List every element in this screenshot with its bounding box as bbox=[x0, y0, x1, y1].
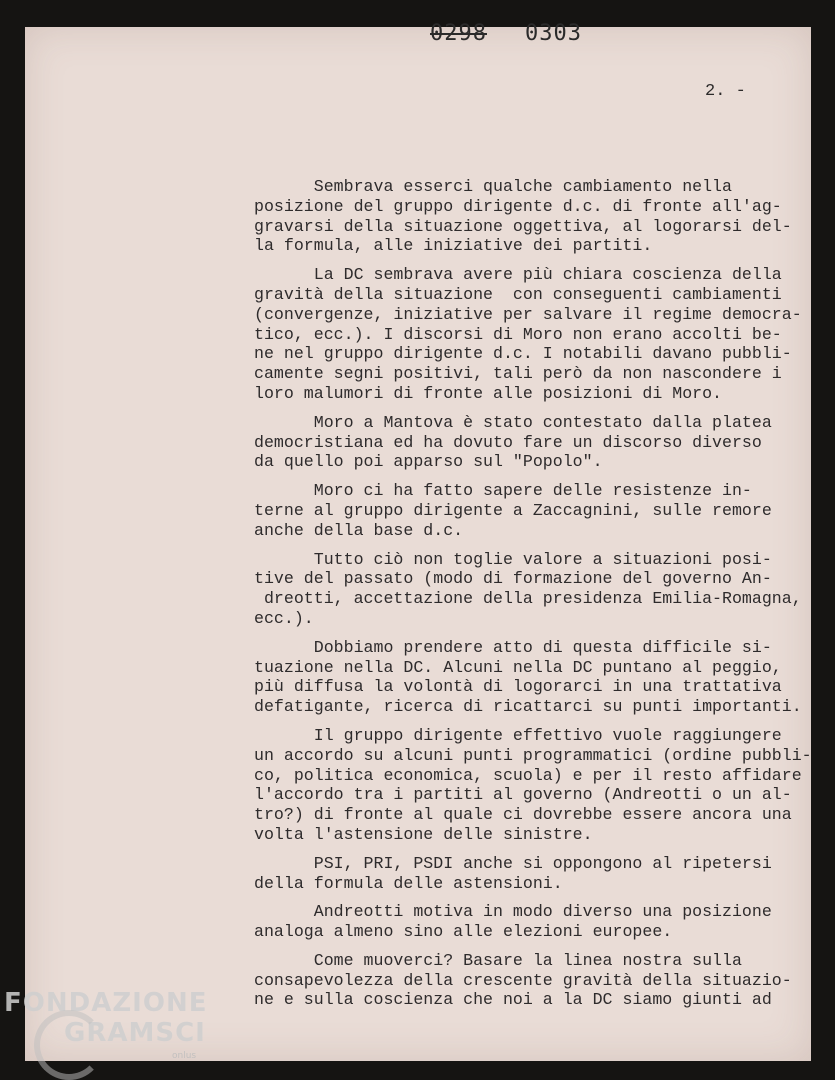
text-line: consapevolezza della crescente gravità della situazio- bbox=[254, 970, 792, 990]
paragraph bbox=[254, 902, 814, 942]
text-line: Come muoverci? Basare la linea nostra sulla bbox=[254, 950, 742, 970]
text-line: Dobbiamo prendere atto di questa difficile si- bbox=[254, 637, 772, 657]
text-line: volta l'astensione delle sinistre. bbox=[254, 824, 593, 844]
text-line: ne nel gruppo dirigente d.c. I notabili davano pubbli- bbox=[254, 344, 792, 364]
watermark-line3: onlus bbox=[172, 1051, 197, 1061]
text-line: tro?) di fronte al quale ci dovrebbe essere ancora una bbox=[254, 805, 792, 825]
archive-number-old: 0298 bbox=[430, 21, 487, 46]
paragraph bbox=[254, 638, 814, 717]
paragraph bbox=[254, 726, 814, 845]
text-line: Tutto ciò non toglie valore a situazioni posi- bbox=[254, 549, 772, 569]
text-line: Moro ci ha fatto sapere delle resistenze in- bbox=[254, 481, 752, 501]
text-line: Il gruppo dirigente effettivo vuole raggiungere bbox=[254, 725, 782, 745]
text-line: terne al gruppo dirigente a Zaccagnini, sulle remore bbox=[254, 500, 772, 520]
text-line: la formula, alle iniziative dei partiti. bbox=[254, 236, 653, 256]
page-number: 2. - bbox=[705, 82, 746, 101]
text-line: della formula delle astensioni. bbox=[254, 873, 563, 893]
watermark-line2: GRAMSCI bbox=[64, 1018, 206, 1048]
text-line: da quello poi apparso sul "Popolo". bbox=[254, 452, 603, 472]
text-line: democristiana ed ha dovuto fare un discorso diverso bbox=[254, 432, 762, 452]
document-page bbox=[25, 21, 812, 1061]
paragraph bbox=[254, 854, 814, 894]
archive-number-new: 0303 bbox=[524, 21, 582, 46]
text-line: tive del passato (modo di formazione del governo An- bbox=[254, 569, 772, 589]
paragraph bbox=[254, 481, 814, 540]
text-line: gravità della situazione con conseguenti cambiamenti bbox=[254, 284, 782, 304]
text-line: (convergenze, iniziative per salvare il regime democra- bbox=[254, 304, 802, 324]
text-line: camente segni positivi, tali però da non nascondere i bbox=[254, 364, 782, 384]
text-line: Moro a Mantova è stato contestato dalla platea bbox=[254, 412, 772, 432]
text-line: defatigante, ricerca di ricattarci su punti importanti. bbox=[254, 697, 802, 717]
text-line: analoga almeno sino alle elezioni europee. bbox=[254, 922, 673, 942]
text-line: loro malumori di fronte alle posizioni di Moro. bbox=[254, 383, 723, 403]
text-line: tuazione nella DC. Alcuni nella DC puntano al peggio, bbox=[254, 657, 782, 677]
text-line: tico, ecc.). I discorsi di Moro non erano accolti be- bbox=[254, 324, 782, 344]
watermark-logo-icon bbox=[34, 1010, 104, 1080]
paragraph bbox=[254, 550, 814, 629]
text-line: ecc.). bbox=[254, 608, 314, 628]
paragraph bbox=[254, 265, 814, 404]
text-line: un accordo su alcuni punti programmatici (ordine pubbli- bbox=[254, 745, 812, 765]
text-line: l'accordo tra i partiti al governo (Andreotti o un al- bbox=[254, 785, 792, 805]
text-line: gravarsi della situazione oggettiva, al logorarsi del- bbox=[254, 216, 792, 236]
text-line: posizione del gruppo dirigente d.c. di fronte all'ag- bbox=[254, 196, 782, 216]
text-line: Sembrava esserci qualche cambiamento nella bbox=[254, 177, 732, 196]
text-line: anche della base d.c. bbox=[254, 520, 464, 540]
text-line: Andreotti motiva in modo diverso una posizione bbox=[254, 902, 772, 922]
archive-number bbox=[430, 21, 582, 46]
text-line: La DC sembrava avere più chiara coscienza della bbox=[254, 265, 782, 285]
paragraph bbox=[254, 413, 814, 472]
body-text bbox=[254, 177, 814, 1019]
text-line: co, politica economica, scuola) e per il resto affidare bbox=[254, 765, 802, 785]
text-line: più diffusa la volontà di logorarci in una trattativa bbox=[254, 677, 782, 697]
paragraph bbox=[254, 951, 814, 1010]
paragraph bbox=[254, 177, 814, 256]
foundation-watermark bbox=[4, 988, 208, 1061]
text-line: dreotti, accettazione della presidenza Emilia-Romagna, bbox=[254, 589, 802, 609]
text-line: PSI, PRI, PSDI anche si oppongono al ripetersi bbox=[254, 853, 772, 873]
text-line: ne e sulla coscienza che noi a la DC siamo giunti ad bbox=[254, 990, 772, 1010]
watermark-line1: FONDAZIONE bbox=[4, 988, 208, 1018]
